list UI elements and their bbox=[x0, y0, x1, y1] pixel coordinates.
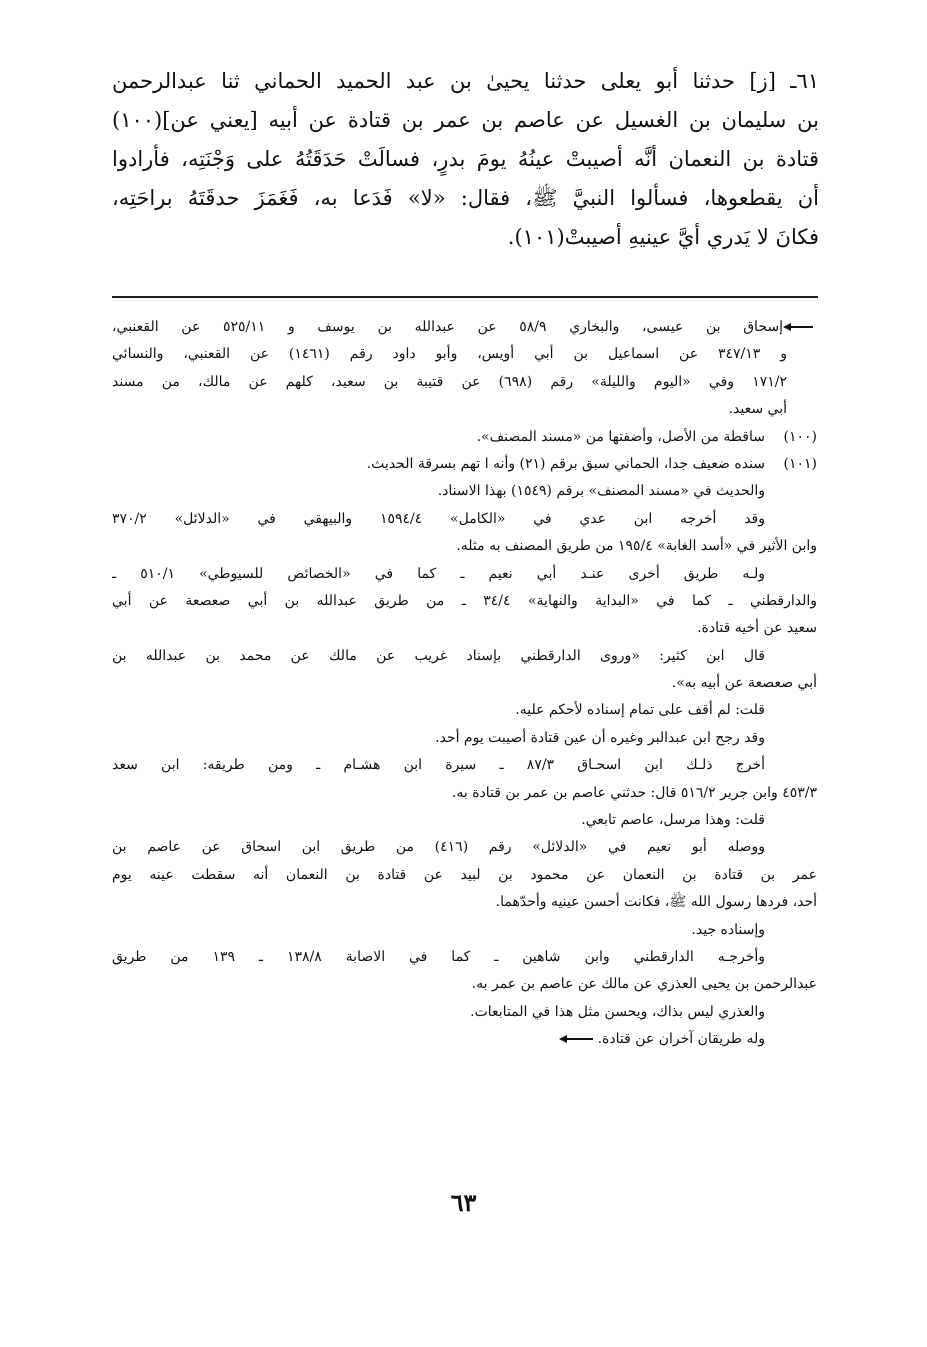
footnote-line: ١٧١/٢ وفي «اليوم والليلة» رقم (٦٩٨) عن قتيبة بن سعيد، كلهم عن مالك، من مسند bbox=[112, 373, 787, 390]
footnote-line: ووصله أبو نعيم في «الدلائل» رقم (٤١٦) من طريق ابن اسحاق عن عاصم بن bbox=[112, 839, 765, 856]
footnote-line: ولـه طريق أخرى عنـد أبي نعيم ـ كما في «الخصائص للسيوطي» ٥١٠/١ ـ bbox=[112, 565, 765, 582]
footnote-line: قلت: لم أقف على تمام إسناده لأحكم عليه. bbox=[515, 702, 765, 719]
footnote-line: أخرج ذلـك ابن اسحـاق ٨٧/٣ ـ سيرة ابن هشـام ـ ومن طريقه: ابن سعد bbox=[112, 757, 765, 774]
footnote-line: وقد رجح ابن عبدالبر وغيره أن عين قتادة أصيبت يوم أحد. bbox=[435, 729, 765, 746]
footnote-line: عمر بن قتادة بن النعمان عن محمود بن لبيد عن قتادة بن النعمان أنه سقطت عينه يوم bbox=[112, 866, 817, 883]
footnote-line: وابن الأثير في «أسد الغابة» ١٩٥/٤ من طريق المصنف به مثله. bbox=[456, 538, 817, 555]
footnote-line: إسحاق بن عيسى، والبخاري ٥٨/٩ عن عبدالله بن يوسف و ٥٢٥/١١ عن القعنبي، bbox=[112, 314, 817, 341]
hadith-line: قتادة بن النعمان أنَّه أصيبتْ عينُهُ يومَ بدرٍ، فسالَتْ حَدَقَتُهُ على وَجْنَتِه، فأرادوا bbox=[112, 147, 819, 171]
page-number: ٦٣ bbox=[450, 1188, 477, 1217]
footnote-line: والعذري ليس بذاك، ويحسن مثل هذا في المتابعات. bbox=[470, 1003, 765, 1020]
footnote-line: وأخرجـه الدارقطني وابن شاهين ـ كما في الاصابة ١٣٨/٨ ـ ١٣٩ من طريق bbox=[112, 948, 765, 965]
footnote-line: قال ابن كثير: «وروى الدارقطني بإسناد غريب عن مالك عن محمد بن عبدالله بن bbox=[112, 647, 765, 664]
footnote-line: والدارقطني ـ كما في «البداية والنهاية» ٣٤/٤ ـ من طريق عبدالله بن أبي صعصعة عن أبي bbox=[112, 592, 817, 609]
footnote-line: وقد أخرجه ابن عدي في «الكامل» ١٥٩٤/٤ والبيهقي في «الدلائل» ٣٧٠/٢ bbox=[112, 510, 766, 527]
footnote-number: (١٠١) bbox=[783, 455, 817, 472]
footnote-line: أبي سعيد. bbox=[728, 401, 787, 418]
footnote-line: وله طريقان آخران عن قتادة. bbox=[112, 1026, 817, 1053]
continuation-arrow-icon bbox=[783, 322, 817, 332]
footnote-101: (١٠١)سنده ضعيف جدا، الحماني سبق برقم (٢١) وأنه ا تهم بسرقة الحديث. bbox=[112, 451, 817, 478]
footnote-line: وإسناده جيد. bbox=[691, 921, 765, 938]
hadith-line: بن سليمان بن الغسيل عن عاصم بن عمر بن قتادة عن أبيه [يعني عن](١٠٠) bbox=[112, 108, 820, 132]
hadith-line: أن يقطعوها، فسألوا النبيَّ ﷺ، فقال: «لا» فَدَعا به، فَغَمَزَ حدقَتَهُ براحَتِه، bbox=[112, 186, 819, 210]
main-text bbox=[112, 62, 819, 257]
footnote-line: قلت: وهذا مرسل، عاصم تابعي. bbox=[581, 812, 765, 829]
continuation-arrow-icon bbox=[559, 1034, 593, 1044]
footnote-line: أحد، فردها رسول الله ﷺ، فكانت أحسن عينيه وأحدّهما. bbox=[495, 894, 817, 911]
footnote-line: سعيد عن أخيه قتادة. bbox=[697, 620, 817, 637]
footnote-line: والحديث في «مسند المصنف» برقم (١٥٤٩) بهذا الاسناد. bbox=[437, 483, 765, 500]
hadith-line: ٦١ـ [ز] حدثنا أبو يعلى حدثنا يحيىٰ بن عبد الحميد الحماني ثنا عبدالرحمن bbox=[112, 69, 819, 93]
footnote-100: (١٠٠)ساقطة من الأصل، وأضفتها من «مسند المصنف». bbox=[112, 424, 817, 451]
hadith-line: فكانَ لا يَدري أيَّ عينيهِ أصيبتْ(١٠١). bbox=[507, 225, 819, 249]
footnotes bbox=[112, 314, 817, 1054]
footnote-line: ٤٥٣/٣ وابن جرير ٥١٦/٢ قال: حدثني عاصم بن عمر بن قتادة به. bbox=[451, 784, 817, 801]
footnote-separator bbox=[112, 296, 818, 298]
footnote-number: (١٠٠) bbox=[783, 428, 817, 445]
footnote-line: أبي صعصعة عن أبيه به». bbox=[671, 675, 817, 692]
footnote-line: عبدالرحمن بن يحيى العذري عن مالك عن عاصم بن عمر به. bbox=[471, 976, 817, 993]
footnote-line: و ٣٤٧/١٣ عن اسماعيل بن أبي أويس، وأبو داود رقم (١٤٦١) عن القعنبي، والنسائي bbox=[112, 346, 787, 363]
